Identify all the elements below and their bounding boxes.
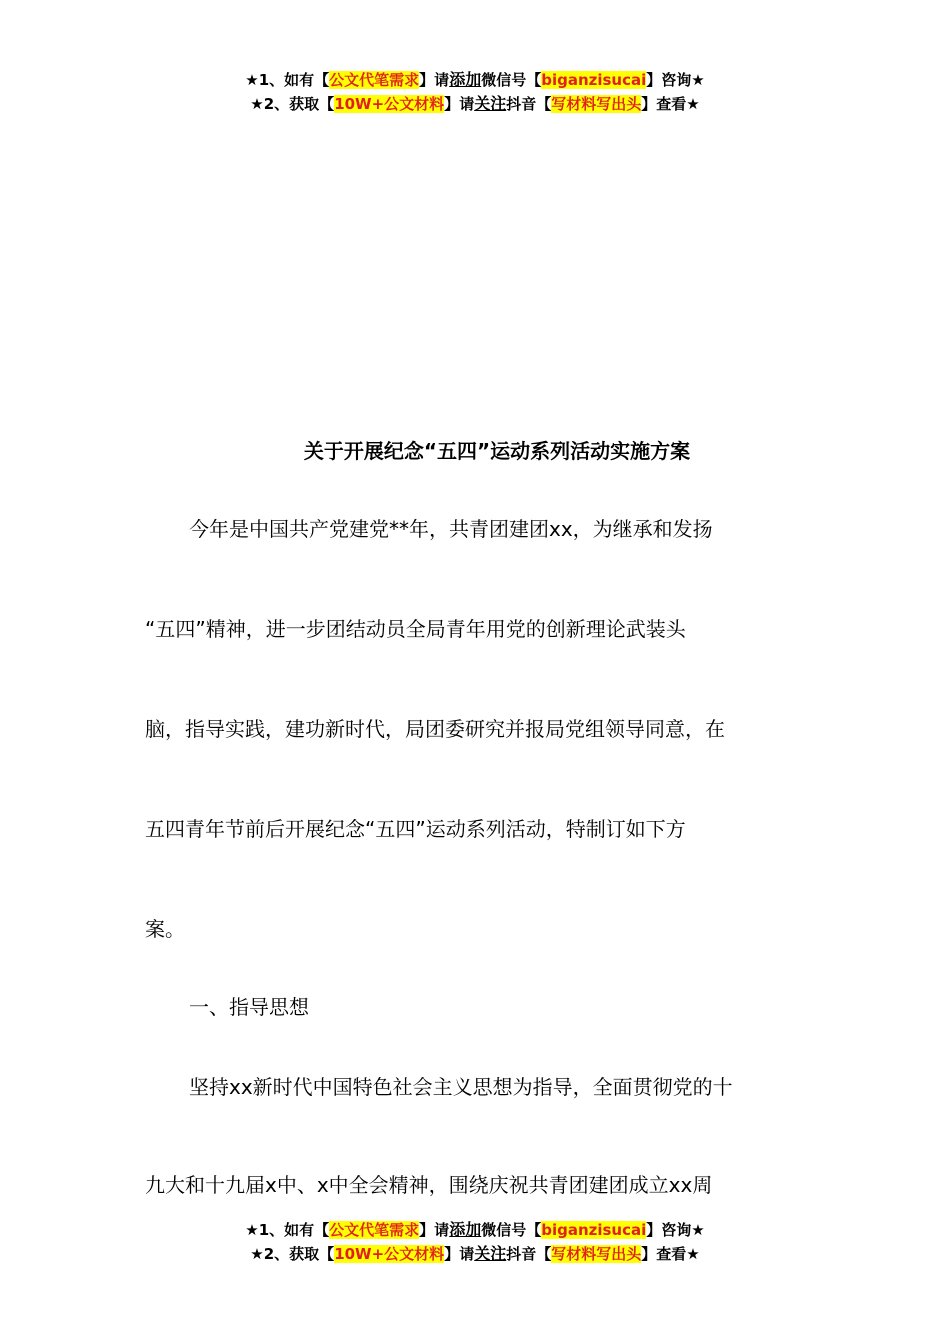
banner-line-1 [0,68,950,92]
banner-highlight: 10W+公文材料 [334,1245,445,1263]
bottom-banner [0,1218,950,1266]
banner-highlight: 10W+公文材料 [334,95,445,113]
body-line: “五四”精神，进一步团结动员全局青年用党的创新理论武装头 [145,617,686,641]
body-line: 今年是中国共产党建党**年，共青团建团xx，为继承和发扬 [189,517,713,541]
banner-highlight: biganzisucai [541,1221,647,1239]
banner-emphasis: 添加 [449,1220,482,1239]
banner-text: 】咨询★ [646,71,705,89]
banner-text: 】查看★ [641,95,700,113]
banner-text: ★1、如有【 [245,1221,330,1239]
banner-line-1 [0,1218,950,1242]
body-line: 五四青年节前后开展纪念“五四”运动系列活动，特制订如下方 [145,817,686,841]
banner-text: 】请 [444,95,475,113]
body-line: 案。 [145,917,185,941]
banner-highlight: 公文代笔需求 [329,71,420,89]
banner-highlight: 公文代笔需求 [329,1221,420,1239]
banner-text: ★2、获取【 [250,95,335,113]
banner-text: 】咨询★ [646,1221,705,1239]
banner-text: 】请 [419,1221,450,1239]
banner-emphasis: 关注 [474,94,507,113]
top-banner [0,68,950,116]
banner-text: 微信号【 [481,1221,542,1239]
banner-text: 抖音【 [506,1245,552,1263]
banner-highlight: biganzisucai [541,71,647,89]
body-line: 脑，指导实践，建功新时代，局团委研究并报局党组领导同意，在 [145,717,725,741]
banner-text: ★1、如有【 [245,71,330,89]
banner-text: 抖音【 [506,95,552,113]
banner-text: ★2、获取【 [250,1245,335,1263]
section-heading: 一、指导思想 [189,995,309,1019]
banner-line-2 [0,1242,950,1266]
banner-text: 微信号【 [481,71,542,89]
banner-highlight: 写材料写出头 [551,1245,642,1263]
banner-text: 】请 [444,1245,475,1263]
document-title: 关于开展纪念“五四”运动系列活动实施方案 [303,439,691,463]
banner-highlight: 写材料写出头 [551,95,642,113]
banner-text: 】查看★ [641,1245,700,1263]
body-line: 九大和十九届x中、x中全会精神，围绕庆祝共青团建团成立xx周 [145,1173,713,1197]
banner-emphasis: 关注 [474,1244,507,1263]
banner-emphasis: 添加 [449,70,482,89]
banner-line-2 [0,92,950,116]
body-line: 坚持xx新时代中国特色社会主义思想为指导，全面贯彻党的十 [189,1075,733,1099]
banner-text: 】请 [419,71,450,89]
